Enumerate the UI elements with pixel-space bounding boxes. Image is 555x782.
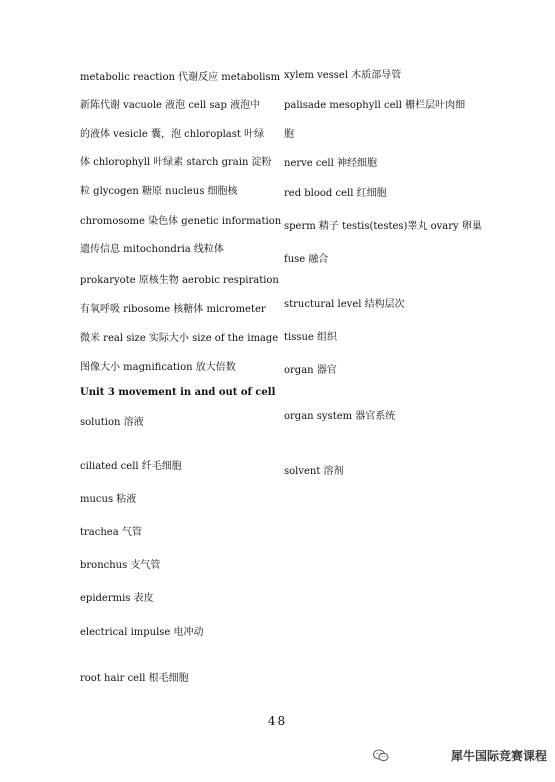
right-term: 胞 (284, 129, 294, 140)
left-term: trachea 气管 (80, 527, 142, 538)
left-line: 的液体 vesicle 囊，泡 chloroplast 叶绿 (80, 129, 265, 140)
wechat-icon (373, 749, 389, 762)
left-line: 新陈代谢 vacuole 液泡 cell sap 液泡中 (80, 100, 261, 111)
left-term: mucus 粘液 (80, 494, 137, 505)
right-term: palisade mesophyll cell 栅栏层叶肉细 (284, 100, 466, 111)
left-line: 粒 glycogen 糖原 nucleus 细胞核 (80, 186, 238, 197)
right-term: red blood cell 红细胞 (284, 188, 387, 199)
right-term: solvent 溶剂 (284, 466, 344, 477)
left-term: ciliated cell 纤毛细胞 (80, 461, 182, 472)
watermark-text: 犀牛国际竞赛课程 (450, 749, 547, 763)
left-line: prokaryote 原核生物 aerobic respiration (80, 275, 279, 286)
left-term: bronchus 支气管 (80, 560, 161, 571)
right-term: sperm 精子 testis(testes)睾丸 ovary 卵巢 (284, 221, 482, 232)
left-line: 遗传信息 mitochondria 线粒体 (80, 244, 224, 255)
unit-heading: Unit 3 movement in and out of cell (80, 387, 276, 398)
right-term: structural level 结构层次 (284, 299, 405, 310)
right-term: nerve cell 神经细胞 (284, 158, 377, 169)
page-number: 48 (267, 714, 288, 728)
left-line: 图像大小 magnification 放大倍数 (80, 362, 236, 373)
left-line: chromosome 染色体 genetic information (80, 216, 282, 227)
right-term: fuse 融合 (284, 254, 329, 265)
left-term: epidermis 表皮 (80, 593, 154, 604)
left-line: 有氧呼吸 ribosome 核糖体 micrometer (80, 304, 266, 315)
right-term: tissue 组织 (284, 332, 338, 343)
right-term: xylem vessel 木质部导管 (284, 70, 402, 81)
left-line: 体 chlorophyll 叶绿素 starch grain 淀粉 (80, 157, 272, 168)
left-term: solution 溶液 (80, 417, 144, 428)
left-term: root hair cell 根毛细胞 (80, 673, 189, 684)
left-line: metabolic reaction 代谢反应 metabolism (80, 72, 281, 83)
right-term: organ 器官 (284, 365, 337, 376)
right-term: organ system 器官系统 (284, 411, 396, 422)
left-term: electrical impulse 电冲动 (80, 627, 204, 638)
left-line: 微米 real size 实际大小 size of the image (80, 333, 279, 344)
